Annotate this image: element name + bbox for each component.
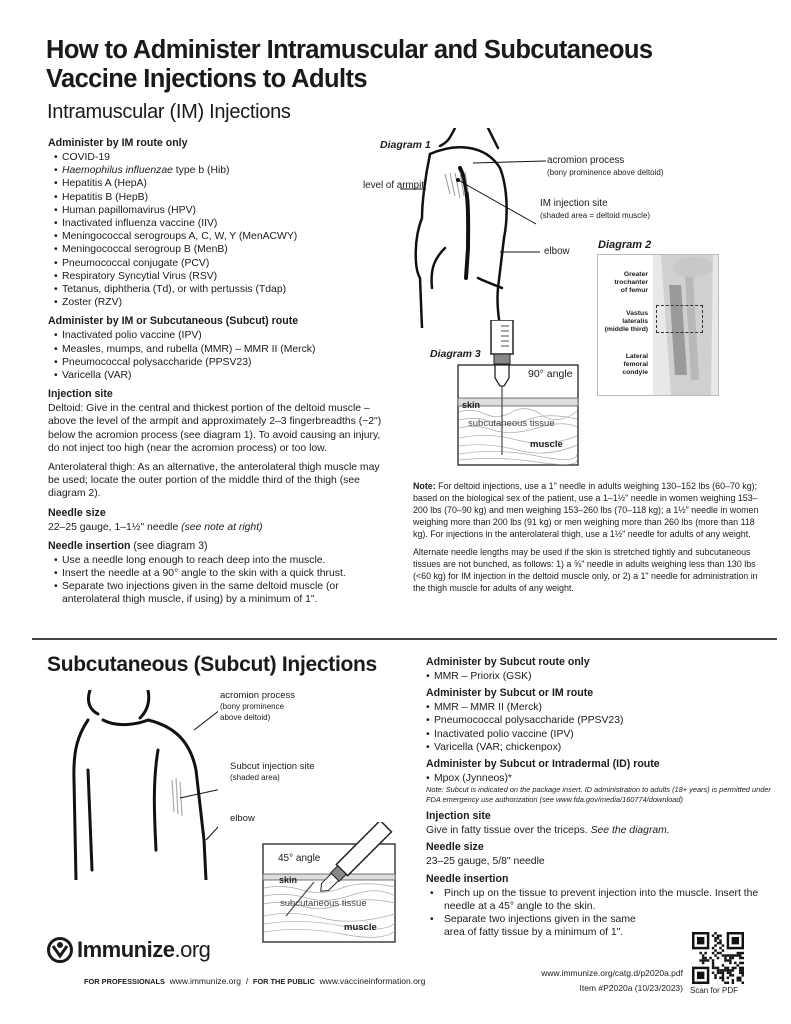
subcut-section-heading: Subcutaneous (Subcut) Injections — [47, 653, 377, 676]
item-text: Human papillomavirus (HPV) — [62, 204, 196, 216]
diagram3-muscle-label: muscle — [530, 439, 563, 450]
subcut-tissue-label: subcutaneous tissue — [280, 898, 367, 909]
list-item: • Varicella (VAR) — [54, 369, 393, 382]
list-item: • Mpox (Jynneos)* — [426, 772, 771, 785]
subcut-needle-insertion-heading: Needle insertion — [426, 872, 509, 885]
separator: / — [245, 976, 249, 986]
needle-insertion-label: Needle insertion — [48, 539, 131, 552]
note-label: Note: — [413, 481, 436, 491]
acromion-subtext: (bony prominence above deltoid) — [547, 168, 664, 177]
diagram3-skin-label: skin — [462, 400, 481, 410]
needle-size-text — [48, 521, 393, 534]
subcut-or-id-list — [426, 772, 771, 785]
im-site-subtext: (shaded area = deltoid muscle) — [540, 211, 651, 220]
list-item — [54, 296, 393, 309]
item-number: Item #P2020a (10/23/2023) — [579, 983, 683, 993]
subcut-acromion-label — [220, 690, 295, 723]
subcut-needle-size-text: 23–25 gauge, 5/8" needle — [426, 856, 545, 868]
label-line: femoral — [623, 361, 648, 368]
label-line: (shaded area) — [230, 773, 280, 782]
acromion-label — [547, 155, 664, 179]
condyle-label — [600, 353, 648, 377]
list-item — [54, 164, 393, 177]
label-line: above deltoid) — [220, 713, 271, 722]
list-item — [54, 283, 393, 296]
logo-text: Immunize — [77, 937, 175, 962]
list-item — [54, 230, 393, 243]
im-site-label — [540, 198, 650, 222]
item-text: Pneumococcal conjugate (PCV) — [62, 257, 210, 269]
public-link[interactable]: www.vaccineinformation.org — [319, 976, 426, 986]
list-item: • MMR – Priorix (GSK) — [426, 670, 771, 683]
item-text: Inactivated influenza vaccine (IIV) — [62, 218, 218, 230]
subcut-skin-label: skin — [279, 875, 298, 885]
label-line: of femur — [620, 287, 648, 294]
subcut-only-heading: Administer by Subcut route only — [426, 656, 590, 668]
list-item — [54, 257, 393, 270]
elbow-label: elbow — [544, 246, 570, 257]
list-item: • Separate two injections given in the same deltoid muscle (or anterolateral thigh muscle, if using) by a minimum of 1". — [54, 580, 393, 606]
im-only-heading: Administer by IM route only — [48, 137, 188, 149]
italic-text: Haemophilus influenzae — [62, 165, 173, 177]
im-or-subcut-heading: Administer by IM or Subcutaneous (Subcut) route — [48, 315, 299, 328]
list-item — [54, 270, 393, 283]
acromion-text: acromion process — [547, 155, 625, 166]
label-line: trochanter — [614, 279, 648, 286]
list-item: • Use a needle long enough to reach deep into the muscle. — [54, 554, 393, 567]
list-item: • Inactivated polio vaccine (IPV) — [54, 329, 393, 342]
diagram1-arm-illustration — [400, 128, 550, 328]
label-line: condyle — [622, 369, 648, 376]
subcut-injection-site-heading: Injection site — [426, 810, 491, 823]
needle-insertion-heading — [48, 540, 393, 553]
label-line: acromion process — [220, 690, 295, 701]
subcut-site-label — [230, 761, 315, 783]
list-item: • Pinch up on the tissue to prevent injection into the muscle. Insert the needle at a 45° angle to the skin. — [430, 887, 760, 913]
needle-insertion-list — [48, 554, 393, 607]
subcut-only-list — [426, 670, 771, 683]
list-item — [54, 151, 393, 164]
list-item — [54, 217, 393, 230]
label-line: Lateral — [625, 353, 648, 360]
label-line: lateralis — [622, 318, 648, 325]
im-or-subcut-list — [48, 329, 393, 382]
list-item: • Measles, mumps, and rubella (MMR) – MMR II (Merck) — [54, 343, 393, 356]
thigh-label: Anterolateral thigh: — [48, 462, 136, 474]
label-line: Greater — [623, 271, 648, 278]
pdf-info — [480, 966, 683, 996]
subcut-or-im-list — [426, 701, 771, 754]
list-item: • Pneumococcal polysaccharide (PPSV23) — [54, 356, 393, 369]
qr-caption: Scan for PDF — [690, 986, 739, 995]
list-item — [54, 191, 393, 204]
diagram3-title: Diagram 3 — [430, 348, 481, 360]
diagram2-thigh-illustration — [597, 254, 719, 396]
thigh-text: As an alternative, the anterolateral thigh muscle may be used; locate the outer portion of the middle third of the thigh (see diagram 2). — [48, 462, 380, 500]
vastus-label — [600, 310, 648, 334]
deltoid-text: Give in the central and thickest portion of the deltoid muscle – above the level of the armpit and approximately 2–3 fingerbreadths (~2") below the acromion process (see diagram 1). To avoid causing an injury, do not inject too high (near the acromion process) or too low. — [48, 403, 382, 454]
deltoid-label: Deltoid: — [48, 403, 84, 415]
item-text: type b (Hib) — [172, 165, 230, 177]
needle-note-paragraph — [413, 480, 768, 540]
subcut-injection-site-text — [426, 824, 771, 837]
item-text: Respiratory Syncytial Virus (RSV) — [62, 270, 218, 282]
injection-site-heading: Injection site — [48, 388, 113, 401]
public-label: FOR THE PUBLIC — [252, 977, 315, 986]
label-line: Subcut injection site — [230, 761, 315, 772]
note-text: For deltoid injections, use a 1" needle in adults weighing 130–152 lbs (60–70 kg); based on the biological sex of the patient, use a 1–1½" needle in women weighing 153–200 lbs (70–90 kg) and men weighing 153–260 lbs (70–118 kg); a 1½" needle in women weighing more than 200 lbs (91 kg) or men weighing more than 260 lbs (more than 118 kg). For injections in the anterolateral thigh, use a 1½" needle for adults of any weight. — [413, 481, 759, 539]
label-line: Vastus — [626, 310, 648, 317]
subcut-or-id-heading: Administer by Subcut or Intradermal (ID) route — [426, 758, 660, 771]
needle-insertion-suffix: (see diagram 3) — [130, 539, 208, 552]
needle-size-heading: Needle size — [48, 506, 106, 519]
item-text: Tetanus, diphtheria (Td), or with pertussis (Tdap) — [62, 284, 287, 296]
immunize-logo-icon — [47, 937, 73, 963]
armpit-label: level of armpit — [363, 180, 424, 191]
trochanter-label — [600, 271, 648, 295]
needle-note — [413, 480, 768, 600]
section-divider — [32, 638, 777, 640]
label-line: (bony prominence — [220, 702, 285, 711]
needle-size-note: (see note at right) — [181, 521, 263, 533]
logo-suffix: .org — [174, 937, 211, 962]
im-only-list — [48, 151, 393, 309]
label-line: (middle third) — [604, 326, 648, 333]
item-text: Hepatitis A (HepA) — [62, 178, 147, 190]
list-item — [54, 177, 393, 190]
footer-links — [84, 976, 425, 986]
list-item: • Varicella (VAR; chickenpox) — [426, 741, 771, 754]
site-italic: See the diagram. — [590, 825, 670, 837]
diagram1-title: Diagram 1 — [380, 139, 431, 151]
pdf-link[interactable]: www.immunize.org/catg.d/p2020a.pdf — [541, 968, 683, 978]
list-item — [54, 204, 393, 217]
subcut-arm-illustration — [68, 690, 218, 880]
middle-third-bracket — [656, 305, 703, 333]
alternate-needle-paragraph: Alternate needle lengths may be used if the skin is stretched tightly and subcutaneous tissues are not bunched, as follows: 1) a ⅝" needle in adults weighing less than 130 lbs (<60 kg) for IM injection in the deltoid muscle only, or 2) a 1" needle for administration in the thigh muscle for adults of any weight. — [413, 547, 758, 593]
im-site-text: IM injection site — [540, 198, 608, 209]
item-text: Meningococcal serogroups A, C, W, Y (MenACWY) — [62, 231, 298, 243]
list-item — [54, 243, 393, 256]
subcut-angle-label: 45° angle — [278, 853, 321, 864]
list-item: • Inactivated polio vaccine (IPV) — [426, 728, 771, 741]
im-section-heading: Intramuscular (IM) Injections — [47, 101, 291, 123]
item-text: Zoster (RZV) — [62, 297, 123, 309]
qr-code[interactable] — [692, 932, 744, 984]
list-item: • Separate two injections given in the same area of fatty tissue by a minimum of 1". — [430, 913, 654, 939]
im-left-column — [48, 137, 393, 613]
list-item: • Insert the needle at a 90° angle to the skin with a quick thrust. — [54, 567, 393, 580]
diagram2-title: Diagram 2 — [598, 239, 652, 251]
page-title: How to Administer Intramuscular and Subcutaneous Vaccine Injections to Adults — [46, 36, 653, 93]
subcut-right-column — [426, 656, 771, 945]
site-text: Give in fatty tissue over the triceps. — [426, 825, 591, 837]
list-item: • Pneumococcal polysaccharide (PPSV23) — [426, 714, 771, 727]
item-text: COVID-19 — [62, 152, 110, 163]
immunize-logo[interactable] — [47, 937, 210, 963]
subcut-muscle-label: muscle — [344, 922, 377, 933]
list-item: • MMR – MMR II (Merck) — [426, 701, 771, 714]
item-text: Meningococcal serogroup B (MenB) — [62, 244, 228, 256]
deltoid-paragraph — [48, 402, 393, 455]
subcut-needle-size-heading: Needle size — [426, 841, 484, 854]
item-text: Hepatitis B (HepB) — [62, 191, 149, 203]
pro-link[interactable]: www.immunize.org — [169, 976, 241, 986]
subcut-elbow-label: elbow — [230, 813, 255, 824]
diagram3-subcut-label: subcutaneous tissue — [468, 418, 555, 429]
needle-size-value: 22–25 gauge, 1–1½" needle — [48, 521, 182, 533]
mpox-note: Note: Subcut is indicated on the package insert. ID administration to adults (18+ years) is permitted under FDA emergency use authorization (see www.fda.gov/media/160774/download) — [426, 785, 771, 805]
subcut-or-im-heading: Administer by Subcut or IM route — [426, 687, 594, 700]
pro-label: FOR PROFESSIONALS — [84, 977, 165, 986]
thigh-paragraph — [48, 461, 393, 501]
diagram3-angle-label: 90° angle — [528, 368, 573, 380]
